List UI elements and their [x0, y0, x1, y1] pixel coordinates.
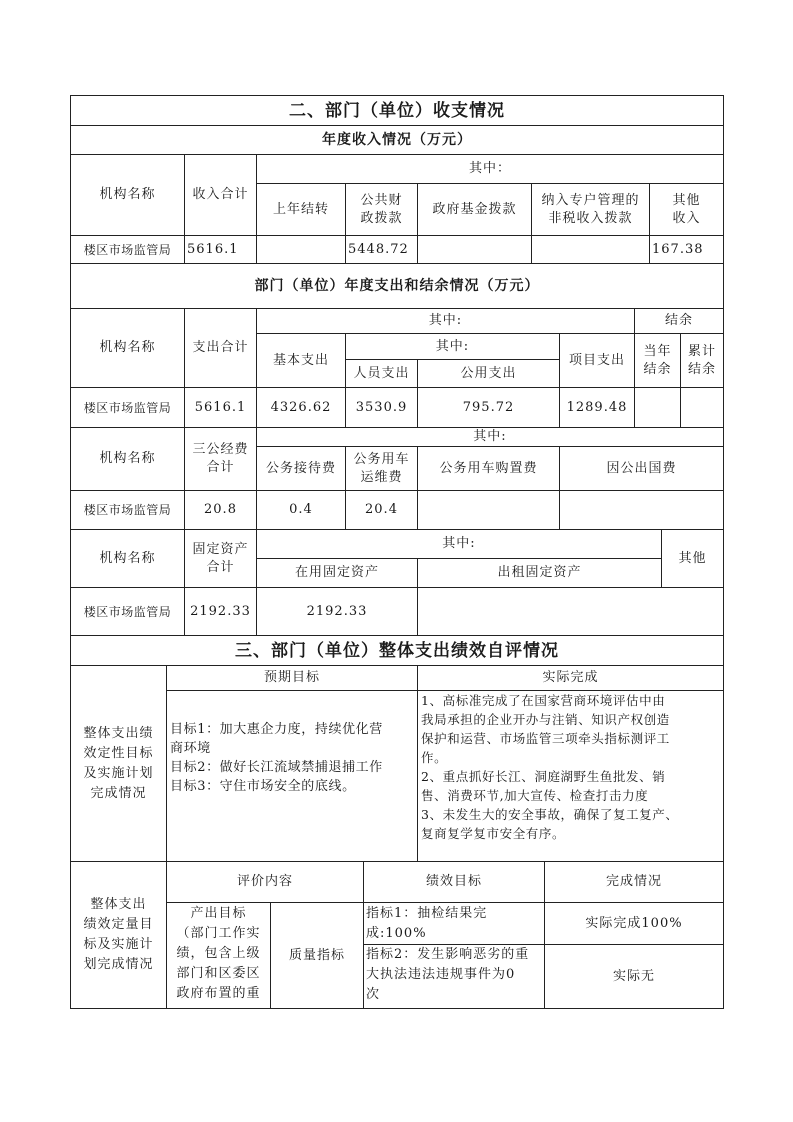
income-subtitle: 年度收入情况（万元） [322, 132, 472, 148]
sangong-row-vehicle-run: 20.4 [365, 502, 398, 517]
section3-title: 三、部门（单位）整体支出绩效自评情况 [235, 640, 559, 661]
income-fund-header-label: 政府基金拨款 [432, 201, 517, 217]
actual-line: 2、重点抓好长江、洞庭湖野生鱼批发、销 [421, 769, 666, 784]
income-prev-header-label: 上年结转 [272, 201, 329, 217]
assets-qizhong-label: 其中: [442, 536, 476, 551]
expense-row-project: 1289.48 [566, 399, 628, 415]
done1: 实际完成100% [585, 915, 683, 931]
actual-line: 作。 [421, 750, 448, 765]
expense-public-header-label: 公用支出 [460, 365, 517, 381]
sangong-row-org: 楼区市场监管局 [83, 503, 172, 517]
sangong-vehicle-buy-header-label: 公务用车购置费 [439, 460, 538, 476]
income-row-other: 167.38 [652, 241, 704, 257]
sangong-vehicle-run-header-label: 公务用车 运维费 [353, 451, 410, 485]
actual-line: 复商复学复市安全有序。 [421, 826, 566, 841]
sangong-qizhong-label: 其中: [473, 429, 507, 444]
expense-row-cumulative [680, 387, 724, 428]
quantitative-label: 整体支出 绩效定量目 标及实施计 划完成情况 [83, 897, 154, 972]
expense-project-header-label: 项目支出 [568, 352, 625, 368]
sangong-reception-header-label: 公务接待费 [265, 460, 336, 476]
sangong-row-reception: 0.4 [289, 502, 313, 517]
expense-total-header-label: 支出合计 [192, 340, 249, 355]
income-row-total: 5616.1 [187, 241, 239, 257]
actual-line: 3、未发生大的安全事故，确保了复工复产、 [421, 807, 679, 822]
income-nontax-header-label: 纳入专户管理的 非税收入拨款 [541, 192, 640, 226]
output-target: 产出目标 （部门工作实 绩，包含上级 部门和区委区 政府布置的重 [176, 906, 261, 1001]
expected-content [166, 720, 418, 796]
target-header: 绩效目标 [425, 874, 482, 889]
assets-row-other [661, 587, 724, 636]
indicator1: 指标1：抽检结果完 成:100% [366, 905, 488, 941]
expected-line: 目标1：加大惠企力度，持续优化营 [170, 722, 383, 737]
section2-title: 二、部门（单位）收支情况 [289, 100, 505, 121]
assets-other-header-label: 其他 [678, 550, 707, 566]
qualitative-label: 整体支出绩 效定性目标 及实施计划 完成情况 [83, 725, 154, 801]
income-row-public: 5448.72 [348, 241, 409, 257]
income-total-header-label: 收入合计 [192, 187, 249, 202]
assets-total-header-label: 固定资产 合计 [192, 541, 249, 575]
income-org-header-label: 机构名称 [99, 187, 156, 202]
assets-inuse-header-label: 在用固定资产 [294, 565, 379, 580]
expense-subtitle: 部门（单位）年度支出和结余情况（万元） [254, 278, 540, 294]
income-public-header-label: 公共财 政拨款 [360, 192, 403, 226]
done-header: 完成情况 [605, 874, 662, 889]
expense-cumulative-header-label: 累计 结余 [687, 343, 716, 377]
expense-row-public: 795.72 [462, 399, 515, 415]
actual-line: 我局承担的企业开办与注销、知识产权创造 [421, 712, 670, 727]
indicator2: 指标2：发生影响恶劣的重 大执法违法违规事件为0 次 [366, 947, 530, 1002]
expense-personnel-header-label: 人员支出 [353, 365, 410, 381]
sangong-total-header-label: 三公经费 合计 [192, 442, 249, 475]
expense-row-personnel: 3530.9 [355, 399, 408, 415]
expense-qizhong2-label: 其中: [435, 338, 470, 354]
actual-content [417, 691, 724, 843]
income-row-fund [417, 235, 532, 264]
sangong-row-abroad [559, 490, 724, 530]
sangong-org-header-label: 机构名称 [99, 451, 156, 466]
expense-org-header-label: 机构名称 [99, 340, 156, 355]
actual-line: 1、高标准完成了在国家营商环境评估中由 [421, 693, 666, 708]
income-qizhong-label: 其中： [468, 161, 511, 176]
expense-basic-header-label: 基本支出 [272, 352, 329, 368]
sangong-row-vehicle-buy [417, 490, 560, 530]
income-row-nontax [531, 235, 650, 264]
sangong-abroad-header-label: 因公出国费 [606, 460, 677, 476]
expense-row-total: 5616.1 [194, 399, 247, 415]
assets-rented-header-label: 出租固定资产 [497, 565, 582, 580]
expense-row-org: 楼区市场监管局 [83, 400, 172, 415]
actual-line: 保护和运营、市场监管三项牵头指标测评工 [421, 731, 670, 746]
content-header: 评价内容 [236, 874, 293, 889]
expense-jieyu-label: 结余 [664, 313, 693, 328]
quality-indicator-label: 质量指标 [288, 947, 345, 963]
sangong-row-total: 20.8 [204, 502, 237, 517]
income-other-header-label: 其他 收入 [672, 192, 701, 226]
actual-line: 售、消费环节,加大宣传、检查打击力度 [421, 788, 649, 803]
assets-row-org: 楼区市场监管局 [83, 604, 172, 619]
expected-line: 目标2：做好长江流域禁捕退捕工作 [170, 760, 383, 775]
expected-line: 商环境 [170, 741, 211, 756]
assets-org-header-label: 机构名称 [99, 550, 156, 566]
expense-row-current [634, 387, 681, 428]
expense-row-basic: 4326.62 [270, 399, 332, 415]
assets-row-inuse: 2192.33 [306, 603, 368, 619]
done2: 实际无 [612, 968, 655, 984]
income-row-prev [256, 235, 346, 264]
actual-header: 实际完成 [542, 670, 599, 685]
expense-qizhong-label: 其中: [428, 313, 463, 328]
assets-row-total: 2192.33 [190, 603, 251, 619]
expense-current-header-label: 当年 结余 [643, 343, 672, 377]
expected-header: 预期目标 [263, 670, 320, 685]
expected-line: 目标3：守住市场安全的底线。 [170, 779, 356, 794]
income-row-org: 楼区市场监管局 [83, 242, 172, 257]
